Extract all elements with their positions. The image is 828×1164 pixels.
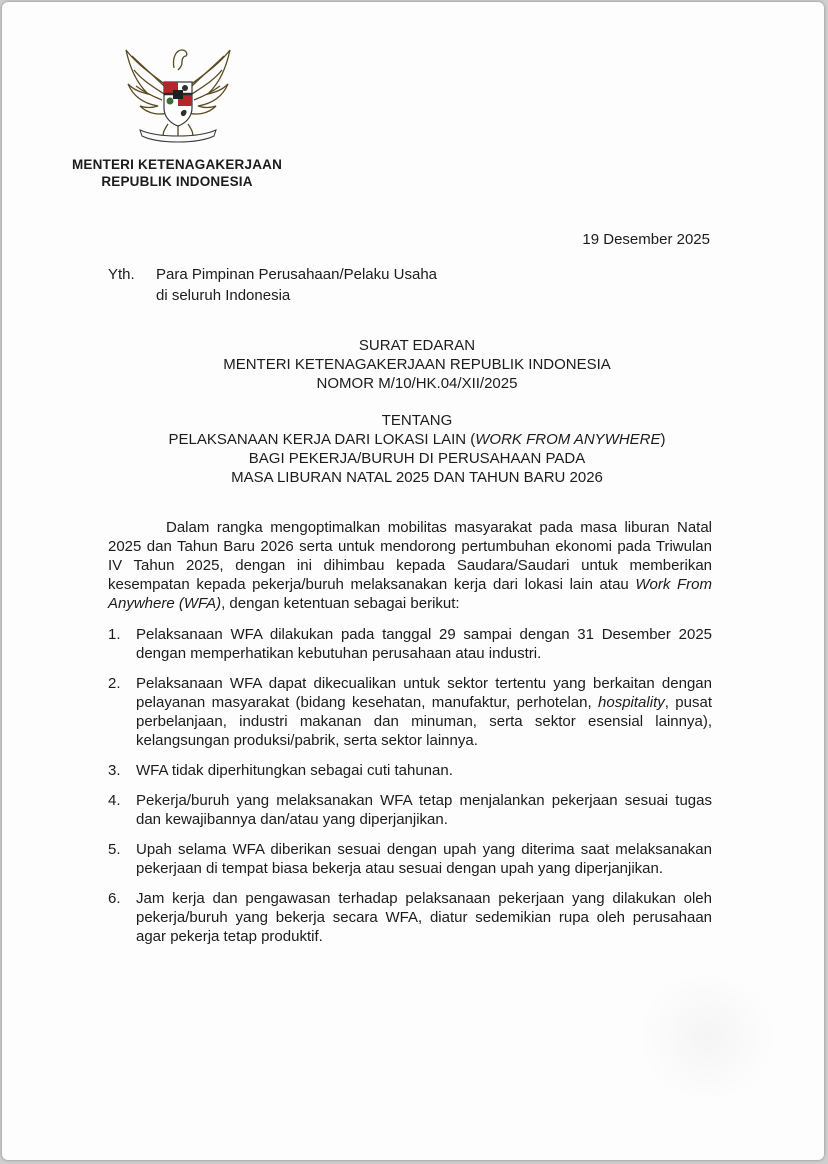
addressee-line-1: Para Pimpinan Perusahaan/Pelaku Usaha	[156, 266, 438, 283]
list-item: 2. Pelaksanaan WFA dapat dikecualikan untuk sektor tertentu yang berkaitan dengan pelayanan masyarakat (bidang kesehatan, manufaktur, perhotelan, hospitality, pusat perbelanjaan, industri makanan dan minuman, serta sektor esensial lainnya), kelangsungan produksi/pabrik, serta sektor lainnya.	[108, 675, 712, 749]
title-line-2: MENTERI KETENAGAKERJAAN REPUBLIK INDONESIA	[223, 356, 611, 373]
subject-line-1: PELAKSANAAN KERJA DARI LOKASI LAIN (WORK FROM ANYWHERE)	[168, 431, 666, 448]
letterhead-line-2: REPUBLIK INDONESIA	[101, 174, 253, 189]
addressee-label: Yth.	[108, 266, 135, 283]
garuda-emblem-icon	[118, 38, 238, 150]
letter-body	[108, 518, 712, 957]
intro-paragraph: Dalam rangka mengoptimalkan mobilitas masyarakat pada masa liburan Natal 2025 dan Tahun Baru 2026 serta untuk mendorong pertumbuhan ekonomi pada Triwulan IV Tahun 2025, dengan ini dihimbau kepada Saudara/Saudari untuk memberikan kesempatan kepada pekerja/buruh melaksanakan kerja dari lokasi lain atau Work From Anywhere (WFA), dengan ketentuan sebagai berikut:	[108, 519, 712, 612]
document-page	[2, 2, 824, 1160]
subject-line-3: MASA LIBURAN NATAL 2025 DAN TAHUN BARU 2026	[231, 469, 603, 486]
provisions-list	[108, 625, 712, 946]
addressee-line-2: di seluruh Indonesia	[156, 287, 291, 304]
letterhead	[52, 156, 302, 190]
title-number: NOMOR M/10/HK.04/XII/2025	[316, 375, 518, 392]
title-line-1: SURAT EDARAN	[358, 337, 476, 354]
list-item: 3. WFA tidak diperhitungkan sebagai cuti tahunan.	[108, 762, 453, 779]
list-item: 5. Upah selama WFA diberikan sesuai dengan upah yang diterima saat melaksanakan pekerjaan di tempat biasa bekerja atau sesuai dengan upah yang diperjanjikan.	[108, 841, 712, 877]
letter-date: 19 Desember 2025	[582, 231, 710, 248]
list-item: 4. Pekerja/buruh yang melaksanakan WFA tetap menjalankan pekerjaan sesuai tugas dan kewajibannya dan/atau yang diperjanjikan.	[108, 792, 712, 828]
circular-title	[102, 336, 732, 487]
faint-stamp-watermark	[642, 977, 772, 1097]
letterhead-line-1: MENTERI KETENAGAKERJAAN	[71, 157, 283, 172]
subject-line-2: BAGI PEKERJA/BURUH DI PERUSAHAAN PADA	[248, 450, 586, 467]
list-item: 6. Jam kerja dan pengawasan terhadap pelaksanaan pekerjaan yang dilakukan oleh pekerja/buruh yang bekerja secara WFA, diatur sedemikian rupa oleh perusahaan agar pekerja tetap produktif.	[108, 890, 712, 945]
title-about: TENTANG	[381, 412, 453, 429]
list-item: 1. Pelaksanaan WFA dilakukan pada tanggal 29 sampai dengan 31 Desember 2025 dengan memperhatikan kebutuhan perusahaan atau industri.	[108, 626, 712, 662]
